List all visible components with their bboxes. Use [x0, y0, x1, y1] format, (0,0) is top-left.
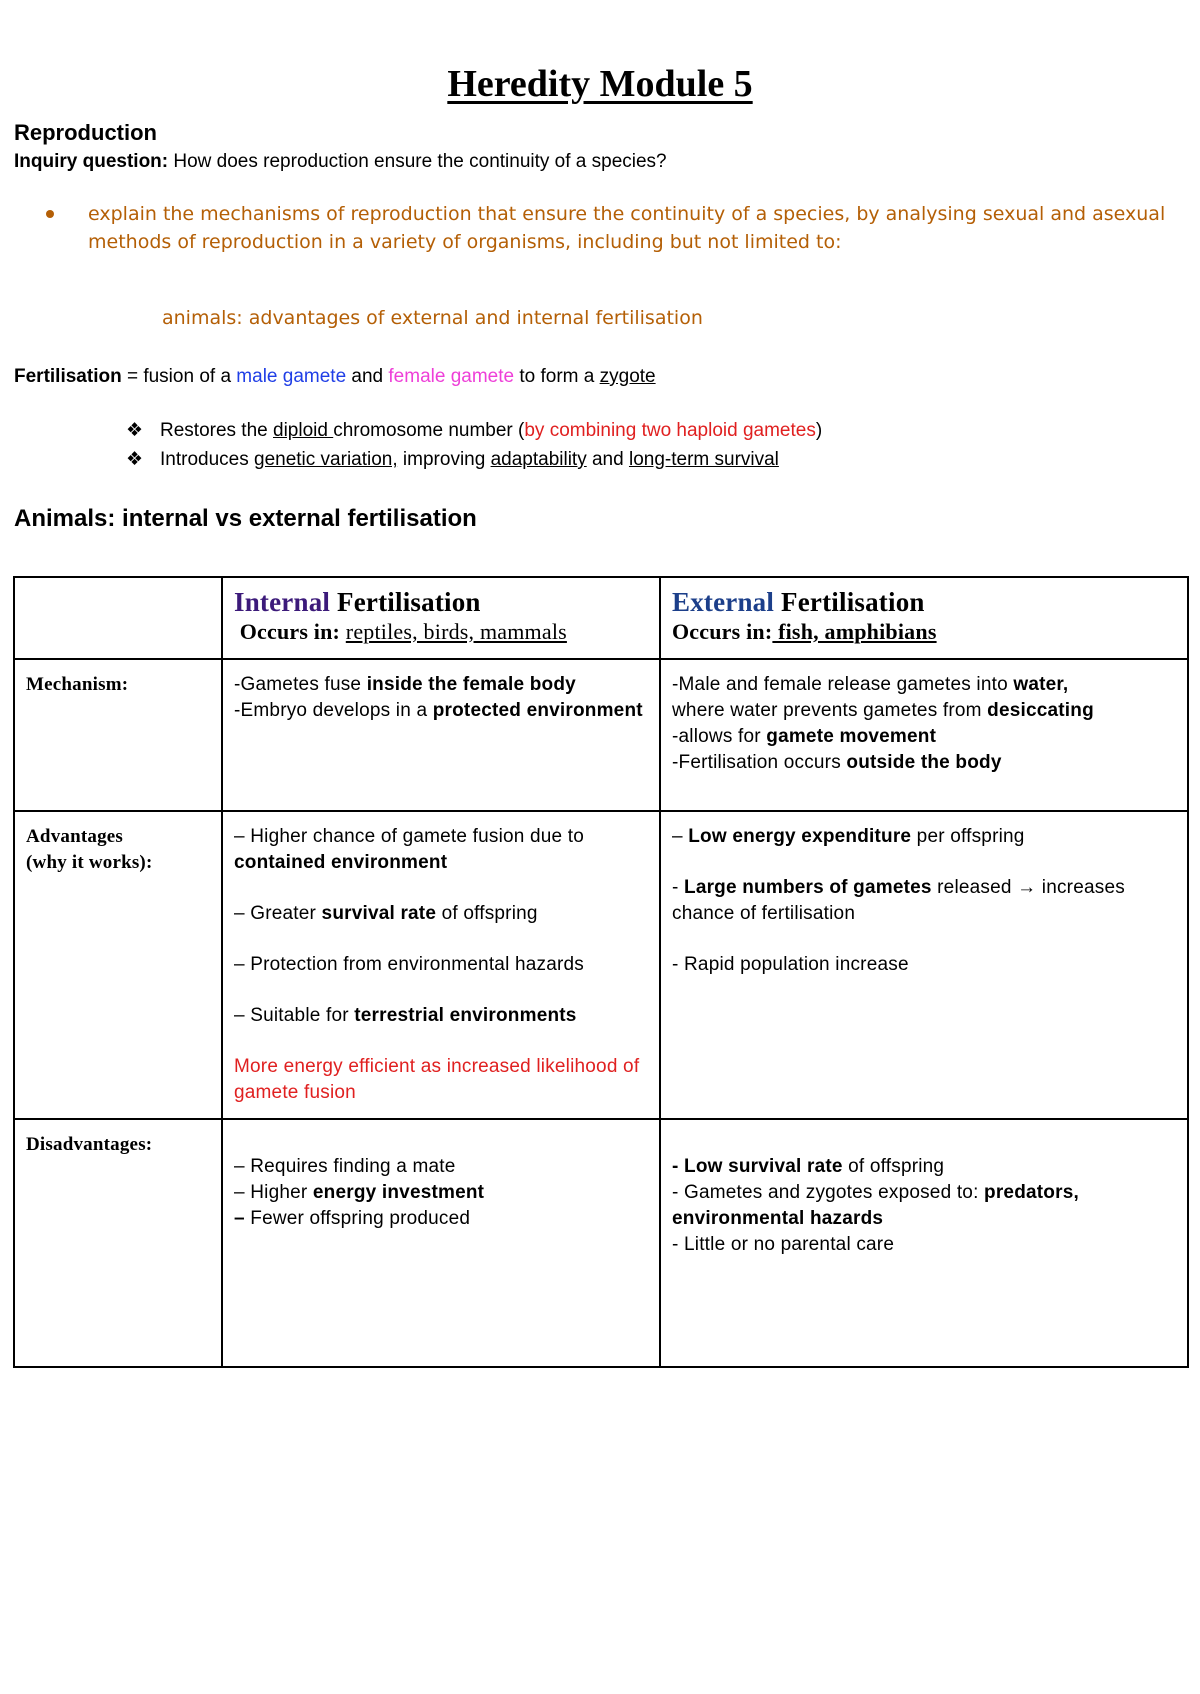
cell-bold: terrestrial environments — [354, 1005, 577, 1026]
table-row-advantages — [14, 811, 1188, 1119]
page-title: Heredity Module 5 — [447, 63, 753, 105]
list-item — [672, 875, 1176, 927]
point-text: Introduces — [160, 449, 254, 470]
outcome-subpoint: animals: advantages of external and internal fertilisation — [162, 307, 703, 329]
cell-line — [672, 724, 1176, 750]
def-text: = fusion of a — [121, 366, 237, 387]
emphasis-text: by combining two haploid gametes — [524, 420, 816, 441]
cell-line — [234, 698, 648, 724]
cell-text: -allows for — [672, 726, 767, 747]
bullet-icon — [46, 210, 54, 218]
cell-bold: desiccating — [987, 700, 1094, 721]
cell-bold: predators, environmental hazards — [672, 1182, 1079, 1229]
point-text: improving — [397, 449, 491, 470]
cell-text: of offspring — [842, 1156, 945, 1177]
cell-text: released → increases chance of fertilisation — [672, 877, 1125, 924]
advantages-external-cell — [660, 811, 1188, 1119]
cell-bold: - — [672, 1156, 685, 1177]
heading-rest: Fertilisation — [774, 587, 925, 617]
cell-text: - — [672, 877, 685, 898]
cell-text: – Greater — [234, 903, 322, 924]
occurs-label: Occurs in: — [672, 619, 773, 644]
section-heading: Reproduction — [14, 120, 157, 145]
cell-bold: Low survival rate — [684, 1156, 843, 1177]
advantages-internal-cell — [222, 811, 660, 1119]
table-row-mechanism — [14, 659, 1188, 811]
cell-bold: contained environment — [234, 852, 448, 873]
cell-line — [234, 672, 648, 698]
occurs-label: Occurs in: — [239, 619, 341, 644]
list-item — [234, 824, 648, 876]
list-item — [234, 901, 648, 927]
cell-text: – — [672, 826, 689, 847]
diamond-bullet-icon: ❖ — [126, 420, 144, 441]
syllabus-outcome — [46, 200, 1176, 329]
cell-text: of offspring — [436, 903, 538, 924]
cell-bold: inside the female body — [366, 674, 576, 695]
emphasis-note: More energy efficient as increased likelihood of gamete fusion — [234, 1056, 640, 1103]
cell-text: Fewer offspring produced — [244, 1208, 471, 1229]
cell-text: -Fertilisation occurs — [672, 752, 847, 773]
cell-bold: outside the body — [846, 752, 1002, 773]
cell-line — [672, 1180, 1176, 1232]
list-item — [672, 824, 1176, 850]
cell-text: -Male and female release gametes into — [672, 674, 1014, 695]
inquiry-text: How does reproduction ensure the continuity of a species? — [168, 151, 667, 172]
cell-bold: energy investment — [312, 1182, 485, 1203]
empty-corner-cell — [14, 577, 222, 659]
cell-line — [672, 1154, 1176, 1180]
cell-text: - Gametes and zygotes exposed to: — [672, 1182, 985, 1203]
underlined-term: genetic variation, — [254, 449, 398, 470]
internal-occurs — [234, 618, 648, 646]
external-occurs — [672, 618, 1176, 646]
cell-bold: gamete movement — [766, 726, 937, 747]
cell-bold: – — [234, 1208, 245, 1229]
cell-text: – Higher chance of gamete fusion due to — [234, 826, 585, 847]
underlined-term: long-term survival — [628, 449, 779, 470]
cell-line — [234, 1180, 648, 1206]
underlined-term: adaptability — [490, 449, 587, 470]
cell-line — [672, 672, 1176, 698]
inquiry-label: Inquiry question: — [14, 151, 169, 172]
internal-word: Internal — [234, 587, 331, 617]
disadvantages-internal-cell — [222, 1119, 660, 1367]
key-points — [126, 416, 822, 474]
term: Fertilisation — [14, 366, 122, 387]
row-label-disadvantages: Disadvantages: — [14, 1119, 222, 1367]
external-heading — [672, 586, 1176, 618]
table-row-disadvantages — [14, 1119, 1188, 1367]
point-text: ) — [815, 420, 823, 441]
list-item — [234, 1003, 648, 1029]
fertilisation-definition — [14, 366, 656, 388]
cell-text: where water prevents gametes from — [672, 700, 988, 721]
cell-text: -Gametes fuse — [234, 674, 367, 695]
cell-line — [672, 750, 1176, 776]
label-line: Advantages — [26, 826, 124, 847]
row-label-advantages — [14, 811, 222, 1119]
internal-heading — [234, 586, 648, 618]
key-point — [126, 445, 822, 474]
external-header-cell — [660, 577, 1188, 659]
def-text: to form a — [514, 366, 600, 387]
external-word: External — [672, 587, 775, 617]
cell-text: -Embryo develops in a — [234, 700, 433, 721]
female-gamete-text: female gamete — [388, 366, 515, 387]
mechanism-internal-cell — [222, 659, 660, 811]
occurs-value: fish, amphibians — [772, 619, 937, 644]
cell-bold: Low energy expenditure — [688, 826, 912, 847]
cell-text: per offspring — [911, 826, 1025, 847]
cell-bold: Large numbers of gametes — [684, 877, 932, 898]
animals-heading: Animals: internal vs external fertilisation — [14, 505, 477, 532]
cell-line: - Little or no parental care — [672, 1234, 895, 1255]
cell-bold: protected environment — [432, 700, 643, 721]
comparison-table — [13, 576, 1189, 1368]
label-line: (why it works): — [26, 852, 153, 873]
cell-bold: survival rate — [321, 903, 437, 924]
list-item: - Rapid population increase — [672, 954, 909, 975]
cell-text: – Higher — [234, 1182, 313, 1203]
heading-rest: Fertilisation — [330, 587, 481, 617]
outcome-text: explain the mechanisms of reproduction that ensure the continuity of a species, by analysing sexual and asexual methods of reproduction in a variety of organisms, including but not limited to: — [88, 203, 1166, 253]
point-text: and — [586, 449, 629, 470]
internal-header-cell — [222, 577, 660, 659]
table-header-row — [14, 577, 1188, 659]
zygote-text: zygote — [599, 366, 656, 387]
diamond-bullet-icon: ❖ — [126, 449, 144, 470]
cell-line — [234, 1206, 648, 1232]
cell-bold: water, — [1013, 674, 1069, 695]
def-text: and — [346, 366, 389, 387]
cell-text: – Suitable for — [234, 1005, 355, 1026]
male-gamete-text: male gamete — [236, 366, 347, 387]
mechanism-external-cell — [660, 659, 1188, 811]
point-text: Restores the — [160, 420, 273, 441]
list-item: – Protection from environmental hazards — [234, 954, 584, 975]
cell-line — [672, 698, 1176, 724]
row-label-mechanism: Mechanism: — [14, 659, 222, 811]
underlined-term: diploid — [273, 420, 334, 441]
occurs-value: reptiles, birds, mammals — [345, 619, 567, 644]
point-text: chromosome number ( — [333, 420, 525, 441]
inquiry-question — [14, 151, 667, 173]
disadvantages-external-cell — [660, 1119, 1188, 1367]
key-point — [126, 416, 822, 445]
cell-line: – Requires finding a mate — [234, 1156, 456, 1177]
